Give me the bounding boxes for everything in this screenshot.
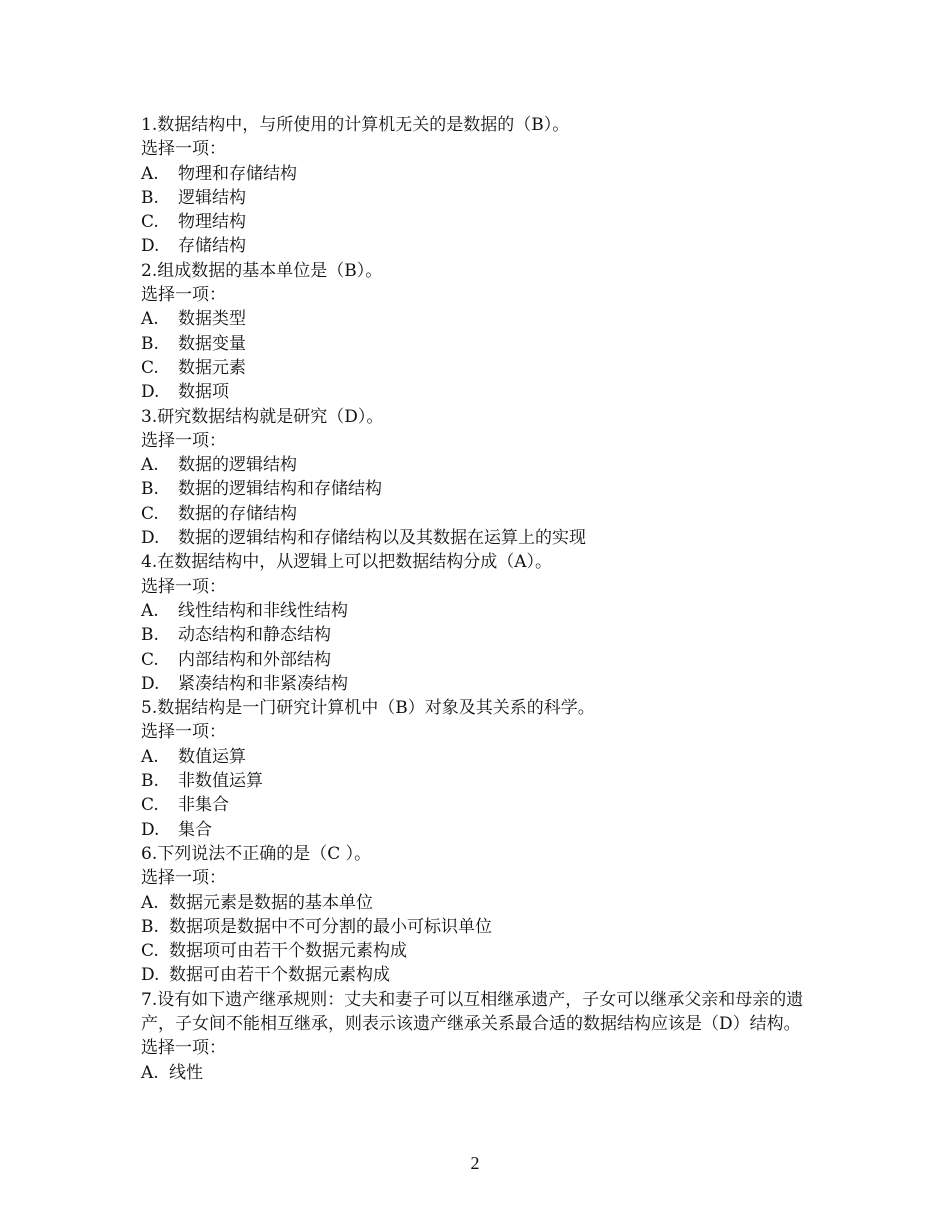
- option-text: 非数值运算: [178, 771, 263, 792]
- option-d: [141, 963, 821, 987]
- option-letter: B.: [141, 187, 159, 208]
- option-letter: C.: [141, 649, 159, 670]
- option-text: 紧凑结构和非紧凑结构: [178, 673, 348, 694]
- option-a: [141, 307, 821, 331]
- choice-prompt: 选择一项：: [141, 139, 226, 160]
- question-stem: 2.组成数据的基本单位是（B）。: [141, 260, 383, 281]
- page-number: 2: [470, 1153, 480, 1173]
- option-text: 数据的逻辑结构: [178, 455, 297, 476]
- option-letter: C.: [141, 941, 159, 962]
- question-stem: 3.研究数据结构就是研究（D）。: [141, 406, 384, 427]
- option-a: [141, 745, 821, 769]
- option-c: [141, 648, 821, 672]
- option-c: [141, 793, 821, 817]
- option-d: [141, 818, 821, 842]
- option-c: [141, 356, 821, 380]
- option-text: 非集合: [178, 795, 229, 816]
- option-text: 物理和存储结构: [178, 163, 297, 184]
- option-letter: A.: [141, 455, 159, 476]
- option-letter: C.: [141, 212, 159, 233]
- option-letter: D.: [141, 673, 160, 694]
- choice-prompt: 选择一项：: [141, 576, 226, 597]
- question-2: [141, 259, 821, 405]
- option-text: 数值运算: [178, 746, 246, 767]
- option-b: [141, 623, 821, 647]
- option-letter: D.: [141, 382, 160, 403]
- option-text: 集合: [178, 819, 212, 840]
- option-text: 动态结构和静态结构: [178, 625, 331, 646]
- option-text: 存储结构: [178, 236, 246, 257]
- choice-prompt: 选择一项：: [141, 868, 226, 889]
- question-6: [141, 842, 821, 988]
- option-letter: D.: [141, 236, 160, 257]
- option-text: 线性: [169, 1062, 203, 1083]
- question-stem: 1.数据结构中，与所使用的计算机无关的是数据的（B）。: [141, 115, 570, 135]
- question-stem: 4.在数据结构中，从逻辑上可以把数据结构分成（A）。: [141, 552, 552, 573]
- option-letter: B.: [141, 916, 159, 937]
- option-text: 逻辑结构: [178, 187, 246, 208]
- option-text: 物理结构: [178, 212, 246, 233]
- option-text: 数据项是数据中不可分割的最小可标识单位: [169, 916, 492, 937]
- option-text: 数据的存储结构: [178, 503, 297, 524]
- question-7: [141, 988, 821, 1085]
- choice-prompt: 选择一项：: [141, 722, 226, 743]
- option-a: [141, 891, 821, 915]
- question-list: [141, 113, 821, 1085]
- option-text: 线性结构和非线性结构: [178, 600, 348, 621]
- question-stem: 7.设有如下遗产继承规则：丈夫和妻子可以互相继承遗产，子女可以继承父亲和母亲的遗产，子女间不能相互继承，则表示该遗产继承关系最合适的数据结构应该是（D）结构。: [141, 989, 804, 1034]
- question-3: [141, 405, 821, 551]
- option-letter: A.: [141, 163, 159, 184]
- question-stem: 6.下列说法不正确的是（C ）。: [141, 843, 372, 864]
- option-b: [141, 477, 821, 501]
- option-text: 数据类型: [178, 309, 246, 330]
- option-text: 数据的逻辑结构和存储结构以及其数据在运算上的实现: [178, 528, 586, 549]
- option-a: [141, 599, 821, 623]
- option-text: 数据可由若干个数据元素构成: [169, 965, 390, 986]
- question-stem: 5.数据结构是一门研究计算机中（B）对象及其关系的科学。: [141, 698, 595, 719]
- question-4: [141, 550, 821, 696]
- option-c: [141, 939, 821, 963]
- question-1: [141, 113, 821, 259]
- option-b: [141, 769, 821, 793]
- option-letter: C.: [141, 357, 159, 378]
- option-b: [141, 332, 821, 356]
- option-letter: A.: [141, 746, 159, 767]
- option-c: [141, 502, 821, 526]
- option-text: 内部结构和外部结构: [178, 649, 331, 670]
- option-letter: B.: [141, 333, 159, 354]
- option-letter: A.: [141, 309, 159, 330]
- option-d: [141, 234, 821, 258]
- option-d: [141, 672, 821, 696]
- option-letter: D.: [141, 965, 160, 986]
- option-b: [141, 915, 821, 939]
- option-letter: A.: [141, 1062, 159, 1083]
- option-b: [141, 186, 821, 210]
- option-letter: A.: [141, 600, 159, 621]
- option-a: [141, 162, 821, 186]
- option-c: [141, 210, 821, 234]
- choice-prompt: 选择一项：: [141, 430, 226, 451]
- option-text: 数据项可由若干个数据元素构成: [169, 941, 407, 962]
- option-text: 数据元素: [178, 357, 246, 378]
- option-letter: A.: [141, 892, 159, 913]
- option-d: [141, 526, 821, 550]
- option-letter: C.: [141, 795, 159, 816]
- option-d: [141, 380, 821, 404]
- option-letter: D.: [141, 819, 160, 840]
- option-text: 数据项: [178, 382, 229, 403]
- option-letter: B.: [141, 771, 159, 792]
- choice-prompt: 选择一项：: [141, 1038, 226, 1059]
- question-5: [141, 696, 821, 842]
- option-a: [141, 1061, 821, 1085]
- option-text: 数据的逻辑结构和存储结构: [178, 479, 382, 500]
- option-letter: B.: [141, 625, 159, 646]
- choice-prompt: 选择一项：: [141, 285, 226, 306]
- option-a: [141, 453, 821, 477]
- option-letter: D.: [141, 528, 160, 549]
- option-text: 数据变量: [178, 333, 246, 354]
- option-text: 数据元素是数据的基本单位: [169, 892, 373, 913]
- option-letter: B.: [141, 479, 159, 500]
- option-letter: C.: [141, 503, 159, 524]
